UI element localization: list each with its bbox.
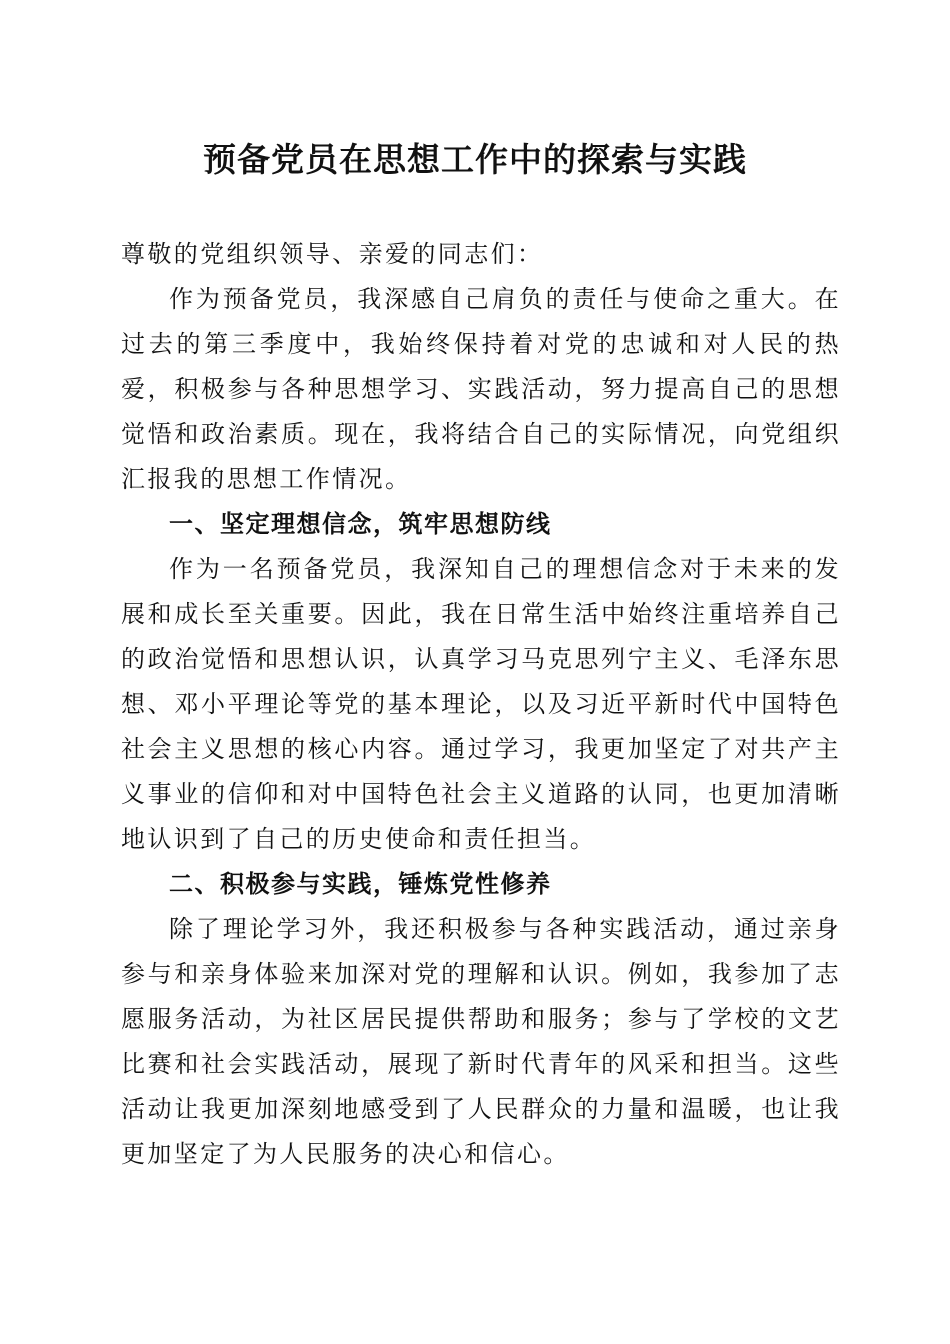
document-title: 预备党员在思想工作中的探索与实践: [203, 140, 747, 179]
section-paragraph-2: 除了理论学习外，我还积极参与各种实践活动，通过亲身参与和亲身体验来加深对党的理解和认识。例如，我参加了志愿服务活动，为社区居民提供帮助和服务；参与了学校的文艺比赛和社会实践活动，展现了新时代青年的风采和担当。这些活动让我更加深刻地感受到了人民群众的力量和温暖，也让我更加坚定了为人民服务的决心和信心。: [121, 915, 841, 1168]
section-paragraph-1: 作为一名预备党员，我深知自己的理想信念对于未来的发展和成长至关重要。因此，我在日常生活中始终注重培养自己的政治觉悟和思想认识，认真学习马克思列宁主义、毛泽东思想、邓小平理论等党的基本理论，以及习近平新时代中国特色社会主义思想的核心内容。通过学习，我更加坚定了对共产主义事业的信仰和对中国特色社会主义道路的认同，也更加清晰地认识到了自己的历史使命和责任担当。: [121, 555, 841, 853]
document-body: [121, 232, 841, 1177]
intro-paragraph: 作为预备党员，我深感自己肩负的责任与使命之重大。在过去的第三季度中，我始终保持着对党的忠诚和对人民的热爱，积极参与各种思想学习、实践活动，努力提高自己的思想觉悟和政治素质。现在，我将结合自己的实际情况，向党组织汇报我的思想工作情况。: [121, 285, 841, 493]
salutation: 尊敬的党组织领导、亲爱的同志们：: [121, 240, 544, 268]
section-heading-2: 二、积极参与实践，锤炼党性修养: [169, 870, 552, 898]
section-heading-1: 一、坚定理想信念，筑牢思想防线: [169, 510, 552, 538]
